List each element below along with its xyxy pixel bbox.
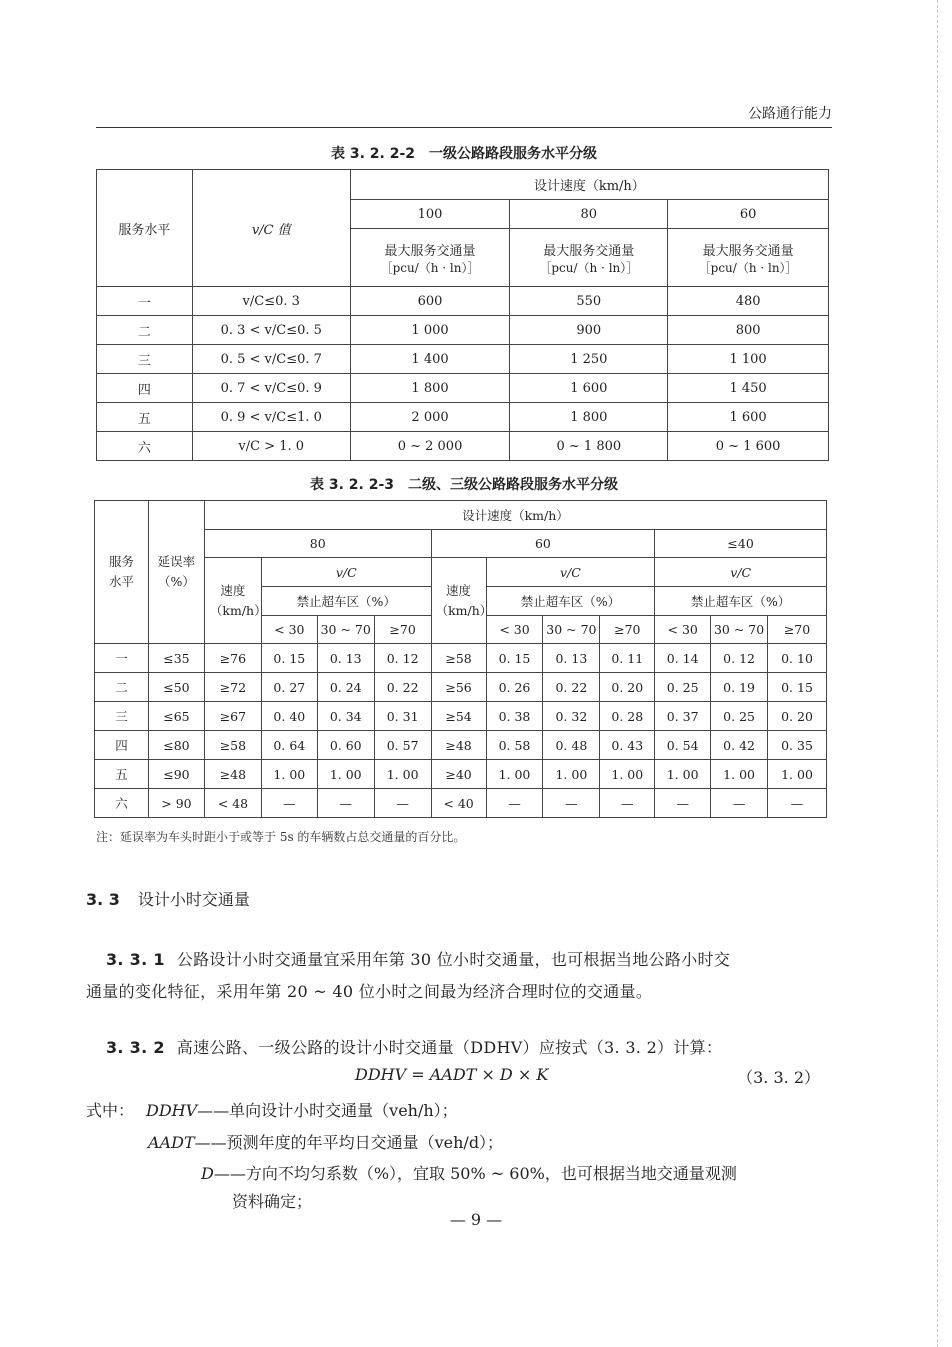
t2-cell-vc-40-30-70: 0. 25 (711, 702, 768, 731)
t2-cell-vc-60-lt30: 0. 58 (486, 731, 543, 760)
t2-cell-vc-40-lt30: 1. 00 (655, 760, 711, 789)
t2-cell-speed-80: < 48 (204, 789, 261, 818)
t2-cell-speed-60: ≥48 (431, 731, 486, 760)
t1-cell-value-80: 0 ~ 1 800 (510, 432, 668, 461)
t2-sub-80-ge70: ≥70 (374, 616, 431, 644)
t1-head-design-speed: 设计速度（km/h） (350, 170, 828, 200)
t2-cell-delay: ≤90 (148, 760, 204, 789)
t2-cell-speed-60: ≥40 (431, 760, 486, 789)
t2-cell-vc-80-ge70: — (374, 789, 431, 818)
t2-cell-speed-80: ≥58 (204, 731, 261, 760)
t2-nopass-40: 禁止超车区（%） (655, 587, 827, 616)
table-row (95, 702, 827, 731)
t2-cell-vc-40-ge70: 0. 15 (768, 673, 827, 702)
t1-maxflow-100: 最大服务交通量 ［pcu/（h · ln）］ (350, 229, 510, 287)
t2-cell-vc-80-30-70: 0. 60 (317, 731, 374, 760)
t2-cell-vc-80-ge70: 1. 00 (374, 760, 431, 789)
t2-cell-level: 五 (95, 760, 149, 789)
t1-cell-level: 二 (97, 316, 193, 345)
t2-cell-vc-40-lt30: 0. 37 (655, 702, 711, 731)
t1-cell-value-100: 1 000 (350, 316, 510, 345)
running-header (96, 103, 832, 128)
t2-head-level: 服务水平 (95, 501, 149, 644)
table2-caption: 表 3. 2. 2-3 二级、三级公路路段服务水平分级 (309, 477, 619, 493)
t1-cell-vc: 0. 3 < v/C≤0. 5 (192, 316, 350, 345)
t1-cell-value-60: 0 ~ 1 600 (668, 432, 829, 461)
t1-maxflow-80: 最大服务交通量 ［pcu/（h · ln）］ (510, 229, 668, 287)
t2-cell-vc-80-30-70: 0. 34 (317, 702, 374, 731)
t2-cell-vc-60-30-70: — (543, 789, 600, 818)
t1-cell-value-60: 1 100 (668, 345, 829, 374)
t2-cell-vc-60-lt30: 0. 26 (486, 673, 543, 702)
t1-cell-level: 六 (97, 432, 193, 461)
t2-sub-60-ge70: ≥70 (600, 616, 655, 644)
section-heading: 3. 3 设计小时交通量 (86, 890, 250, 909)
t2-speed-label-60: 速度（km/h） (431, 558, 486, 644)
table-row (95, 789, 827, 818)
table2 (94, 500, 827, 818)
t1-cell-vc: 0. 7 < v/C≤0. 9 (192, 374, 350, 403)
t1-cell-vc: 0. 9 < v/C≤1. 0 (192, 403, 350, 432)
t2-cell-vc-60-30-70: 0. 32 (543, 702, 600, 731)
t2-sub-80-30-70: 30 ~ 70 (317, 616, 374, 644)
t1-cell-vc: v/C > 1. 0 (192, 432, 350, 461)
t1-cell-level: 一 (97, 287, 193, 316)
table-row (95, 673, 827, 702)
table-row (97, 374, 829, 403)
t2-cell-vc-80-lt30: 1. 00 (261, 760, 317, 789)
t2-vc-40: v/C (655, 558, 827, 587)
t2-cell-vc-60-lt30: 0. 38 (486, 702, 543, 731)
t2-cell-level: 四 (95, 731, 149, 760)
table-row (95, 760, 827, 789)
t2-cell-vc-40-ge70: 0. 10 (768, 644, 827, 673)
table-row (95, 731, 827, 760)
t2-cell-vc-40-lt30: — (655, 789, 711, 818)
t2-cell-vc-80-lt30: 0. 15 (261, 644, 317, 673)
table1 (96, 169, 829, 461)
t2-sub-40-30-70: 30 ~ 70 (711, 616, 768, 644)
t2-cell-vc-80-lt30: 0. 64 (261, 731, 317, 760)
t2-cell-vc-60-ge70: 0. 28 (600, 702, 655, 731)
running-title: 公路通行能力 (748, 106, 832, 122)
t1-cell-level: 三 (97, 345, 193, 374)
t2-sub-40-lt30: < 30 (655, 616, 711, 644)
t2-cell-vc-40-30-70: 1. 00 (711, 760, 768, 789)
page-number: — 9 — (449, 1210, 503, 1229)
t1-cell-value-80: 550 (510, 287, 668, 316)
t2-speed-80: 80 (204, 530, 431, 558)
t1-cell-vc: 0. 5 < v/C≤0. 7 (192, 345, 350, 374)
t1-head-vc: v/C 值 (192, 170, 350, 287)
t2-cell-delay: ≤35 (148, 644, 204, 673)
t1-cell-level: 四 (97, 374, 193, 403)
t2-nopass-60: 禁止超车区（%） (486, 587, 655, 616)
def-aadt: AADT——预测年度的年平均日交通量（veh/d）； (148, 1133, 504, 1152)
t2-cell-vc-60-lt30: 0. 15 (486, 644, 543, 673)
t2-cell-level: 六 (95, 789, 149, 818)
t2-cell-vc-40-lt30: 0. 25 (655, 673, 711, 702)
t2-cell-vc-60-ge70: 0. 20 (600, 673, 655, 702)
def-where: 式中： (86, 1101, 135, 1120)
clause-3-3-2 (86, 1032, 831, 1064)
t1-cell-value-100: 0 ~ 2 000 (350, 432, 510, 461)
t2-cell-vc-80-ge70: 0. 12 (374, 644, 431, 673)
def-d: D——方向不均匀系数（%），宜取 50% ~ 60%，也可根据当地交通量观测 (201, 1164, 737, 1183)
table-row (97, 403, 829, 432)
t2-cell-vc-40-30-70: — (711, 789, 768, 818)
t2-cell-speed-80: ≥48 (204, 760, 261, 789)
clause-text-line1: 公路设计小时交通量宜采用年第 30 位小时交通量，也可根据当地公路小时交 (176, 950, 731, 969)
t2-cell-speed-80: ≥72 (204, 673, 261, 702)
t2-cell-speed-60: ≥56 (431, 673, 486, 702)
t1-cell-value-100: 1 800 (350, 374, 510, 403)
t2-cell-level: 三 (95, 702, 149, 731)
clause-text: 高速公路、一级公路的设计小时交通量（DDHV）应按式（3. 3. 2）计算： (176, 1038, 723, 1057)
t2-cell-vc-80-30-70: 0. 24 (317, 673, 374, 702)
t2-cell-vc-40-ge70: 0. 20 (768, 702, 827, 731)
t2-cell-vc-80-lt30: 0. 27 (261, 673, 317, 702)
t1-cell-value-100: 1 400 (350, 345, 510, 374)
t1-cell-value-60: 800 (668, 316, 829, 345)
t2-cell-vc-80-30-70: — (317, 789, 374, 818)
def-ddhv: DDHV——单向设计小时交通量（veh/h）； (146, 1101, 458, 1120)
formula: DDHV = AADT × D × K (355, 1065, 549, 1084)
t2-vc-80: v/C (261, 558, 431, 587)
t2-vc-60: v/C (486, 558, 655, 587)
t2-cell-delay: > 90 (148, 789, 204, 818)
t1-cell-value-100: 600 (350, 287, 510, 316)
t1-cell-value-100: 2 000 (350, 403, 510, 432)
t1-head-level: 服务水平 (97, 170, 193, 287)
t1-maxflow-60: 最大服务交通量 ［pcu/（h · ln）］ (668, 229, 829, 287)
t2-nopass-80: 禁止超车区（%） (261, 587, 431, 616)
t2-cell-vc-40-ge70: — (768, 789, 827, 818)
table2-note: 注：延误率为车头时距小于或等于 5s 的车辆数占总交通量的百分比。 (96, 830, 466, 844)
t2-cell-vc-60-30-70: 0. 48 (543, 731, 600, 760)
t2-speed-60: 60 (431, 530, 655, 558)
t2-cell-speed-80: ≥67 (204, 702, 261, 731)
table-row (97, 345, 829, 374)
t2-cell-speed-60: ≥54 (431, 702, 486, 731)
clause-number: 3. 3. 1 (106, 950, 165, 969)
t1-speed-100: 100 (350, 200, 510, 229)
table1-caption: 表 3. 2. 2-2 一级公路路段服务水平分级 (330, 146, 598, 162)
clause-number: 3. 3. 2 (106, 1038, 165, 1057)
t2-cell-vc-60-30-70: 1. 00 (543, 760, 600, 789)
t2-cell-vc-60-ge70: 0. 11 (600, 644, 655, 673)
clause-3-3-1 (86, 944, 831, 1008)
t1-cell-value-80: 1 250 (510, 345, 668, 374)
t2-cell-delay: ≤50 (148, 673, 204, 702)
t1-cell-value-80: 900 (510, 316, 668, 345)
t2-cell-vc-60-lt30: — (486, 789, 543, 818)
t2-cell-vc-40-30-70: 0. 19 (711, 673, 768, 702)
t2-cell-vc-60-30-70: 0. 13 (543, 644, 600, 673)
t1-cell-level: 五 (97, 403, 193, 432)
t2-cell-vc-40-30-70: 0. 42 (711, 731, 768, 760)
table-row (97, 316, 829, 345)
def-d-cont: 资料确定； (232, 1192, 313, 1211)
t2-cell-speed-80: ≥76 (204, 644, 261, 673)
t2-speed-40: ≤40 (655, 530, 827, 558)
t2-head-delay: 延误率（%） (148, 501, 204, 644)
t2-cell-vc-80-lt30: — (261, 789, 317, 818)
table-row (95, 644, 827, 673)
t2-cell-vc-40-ge70: 0. 35 (768, 731, 827, 760)
t2-cell-vc-80-ge70: 0. 57 (374, 731, 431, 760)
t2-cell-vc-60-ge70: 1. 00 (600, 760, 655, 789)
t2-sub-60-lt30: < 30 (486, 616, 543, 644)
t2-cell-vc-40-lt30: 0. 54 (655, 731, 711, 760)
table-row (97, 432, 829, 461)
t1-cell-value-80: 1 800 (510, 403, 668, 432)
t1-cell-value-80: 1 600 (510, 374, 668, 403)
t2-cell-speed-60: < 40 (431, 789, 486, 818)
t2-cell-delay: ≤65 (148, 702, 204, 731)
page-edge (936, 0, 938, 1347)
t2-cell-vc-40-ge70: 1. 00 (768, 760, 827, 789)
t2-head-design-speed: 设计速度（km/h） (204, 501, 826, 530)
t1-speed-80: 80 (510, 200, 668, 229)
t1-speed-60: 60 (668, 200, 829, 229)
formula-number: （3. 3. 2） (737, 1068, 820, 1087)
t2-sub-40-ge70: ≥70 (768, 616, 827, 644)
t1-cell-value-60: 1 450 (668, 374, 829, 403)
t2-cell-vc-80-lt30: 0. 40 (261, 702, 317, 731)
t2-cell-vc-80-30-70: 0. 13 (317, 644, 374, 673)
clause-text-line2: 通量的变化特征，采用年第 20 ~ 40 位小时之间最为经济合理时位的交通量。 (86, 982, 653, 1001)
t2-cell-speed-60: ≥58 (431, 644, 486, 673)
t2-cell-vc-80-ge70: 0. 31 (374, 702, 431, 731)
t2-cell-vc-60-30-70: 0. 22 (543, 673, 600, 702)
t2-speed-label-80: 速度（km/h） (204, 558, 261, 644)
t2-cell-vc-60-ge70: 0. 43 (600, 731, 655, 760)
t2-cell-delay: ≤80 (148, 731, 204, 760)
t2-sub-80-lt30: < 30 (261, 616, 317, 644)
t2-sub-60-30-70: 30 ~ 70 (543, 616, 600, 644)
t1-cell-vc: v/C≤0. 3 (192, 287, 350, 316)
table-row (97, 287, 829, 316)
t1-cell-value-60: 480 (668, 287, 829, 316)
t2-cell-vc-40-30-70: 0. 12 (711, 644, 768, 673)
t2-cell-level: 一 (95, 644, 149, 673)
t2-cell-vc-60-lt30: 1. 00 (486, 760, 543, 789)
t2-cell-vc-80-30-70: 1. 00 (317, 760, 374, 789)
t2-cell-vc-80-ge70: 0. 22 (374, 673, 431, 702)
t2-cell-vc-40-lt30: 0. 14 (655, 644, 711, 673)
t2-cell-vc-60-ge70: — (600, 789, 655, 818)
t1-cell-value-60: 1 600 (668, 403, 829, 432)
t2-cell-level: 二 (95, 673, 149, 702)
